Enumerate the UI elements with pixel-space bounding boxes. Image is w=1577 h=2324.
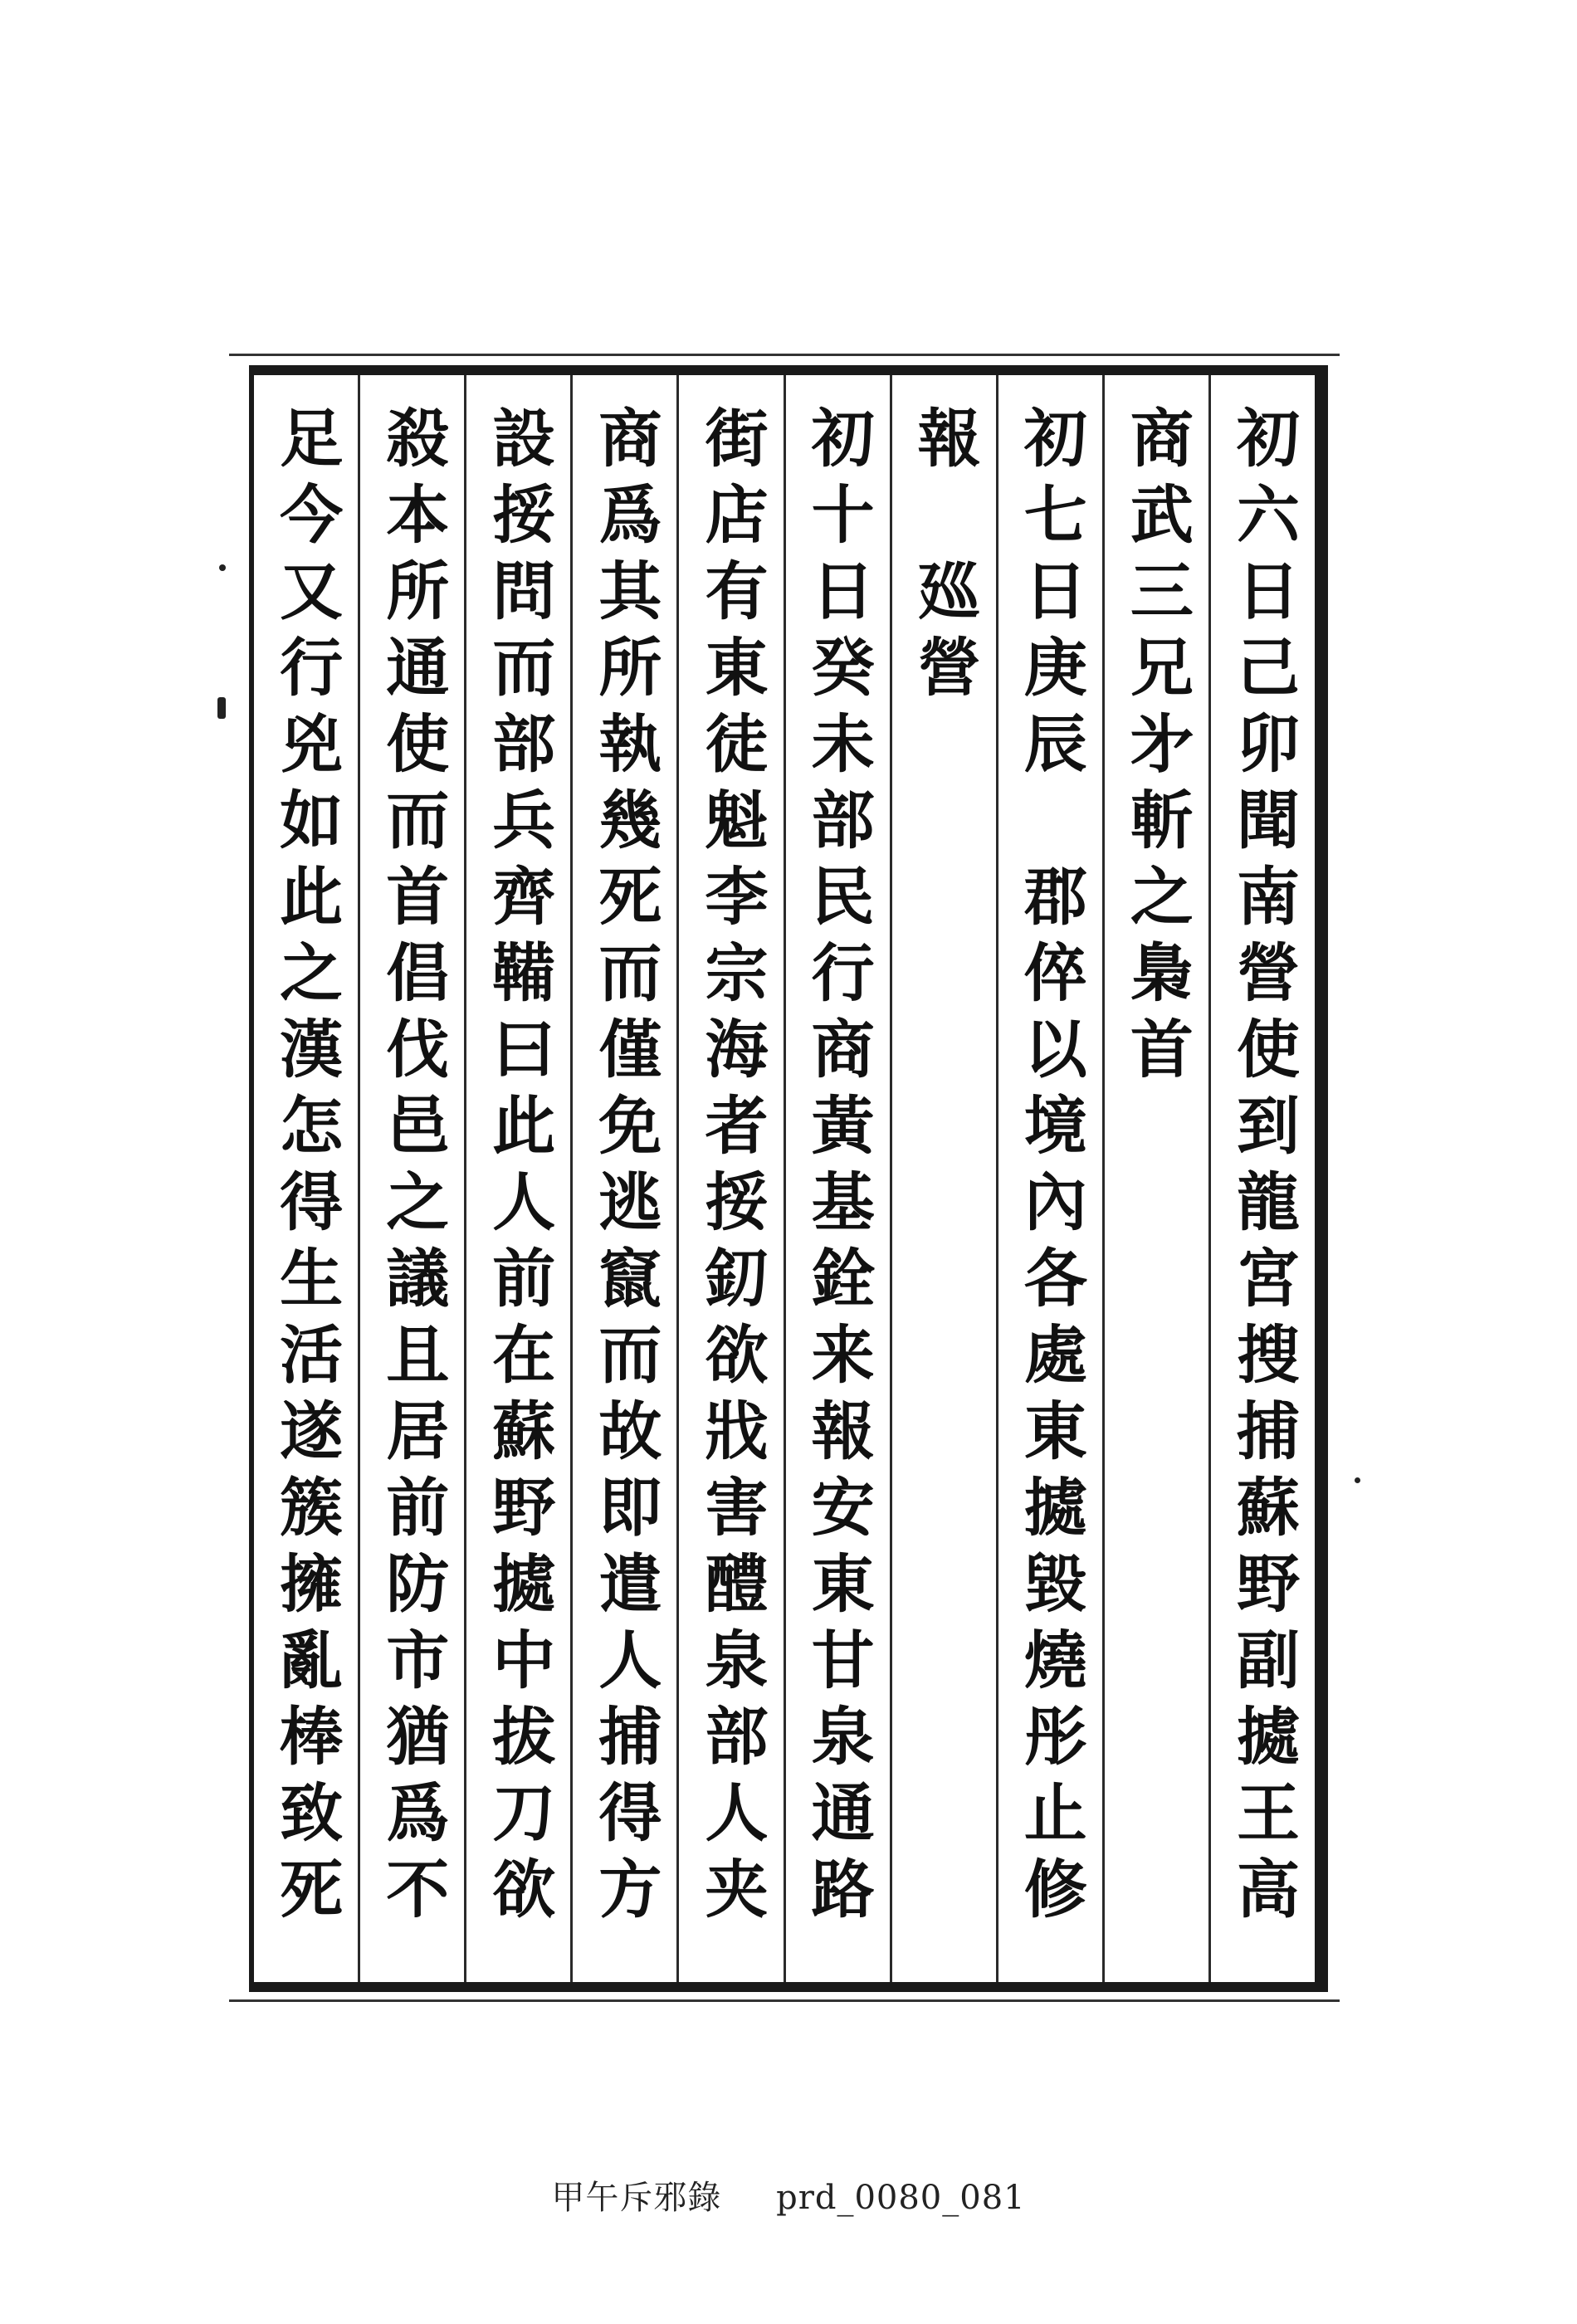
text-column-6 — [676, 375, 783, 1982]
text-column-7 — [570, 375, 676, 1982]
text-column-10 — [254, 375, 358, 1982]
book-title: 甲午斥邪錄 — [551, 2179, 722, 2217]
ink-speck — [219, 564, 226, 571]
column-text: 初六日己卯聞南營使到龍宮搜捕蘇野副㨿王高 — [1226, 405, 1301, 1932]
page-code: prd_0080_081 — [776, 2179, 1026, 2217]
text-column-3 — [996, 375, 1102, 1982]
text-column-1 — [1208, 375, 1315, 1982]
column-text: 足今又行兇如此之漢怎得生活遂簇擁亂棒致死 — [269, 405, 344, 1932]
text-column-5 — [784, 375, 890, 1982]
text-column-4 — [890, 375, 996, 1982]
column-text: 街店有東徒魁李宗海者挼釖欲戕害醴泉部人夹 — [694, 405, 769, 1932]
column-text: 初十日癸未部民行商黃基銓来報安東甘泉通路 — [801, 405, 876, 1932]
column-text: 商武三兄㐧斬之梟首 — [1120, 405, 1194, 1092]
woodblock-frame — [249, 365, 1328, 1992]
column-text: 初七日庚辰 郡倅以境內各處東㨿毀燒彤止修 — [1013, 405, 1088, 1932]
page-caption — [0, 2171, 1577, 2219]
column-text: 設挼問而部兵齊鞴曰此人前在蘇野㨿中拔刀欲 — [481, 405, 556, 1932]
text-column-8 — [464, 375, 570, 1982]
text-columns — [254, 375, 1315, 1982]
column-text: 報 廵營 — [907, 405, 982, 710]
ink-speck — [1355, 1477, 1360, 1483]
column-text: 殺本所通使而首倡伐邑之議且居前防市猶爲不 — [375, 405, 450, 1932]
column-text: 商爲其所執幾死而僅免逃竄而故即遣人捕得方 — [588, 405, 662, 1932]
ink-speck — [217, 697, 226, 719]
text-column-9 — [358, 375, 464, 1982]
text-column-2 — [1102, 375, 1208, 1982]
